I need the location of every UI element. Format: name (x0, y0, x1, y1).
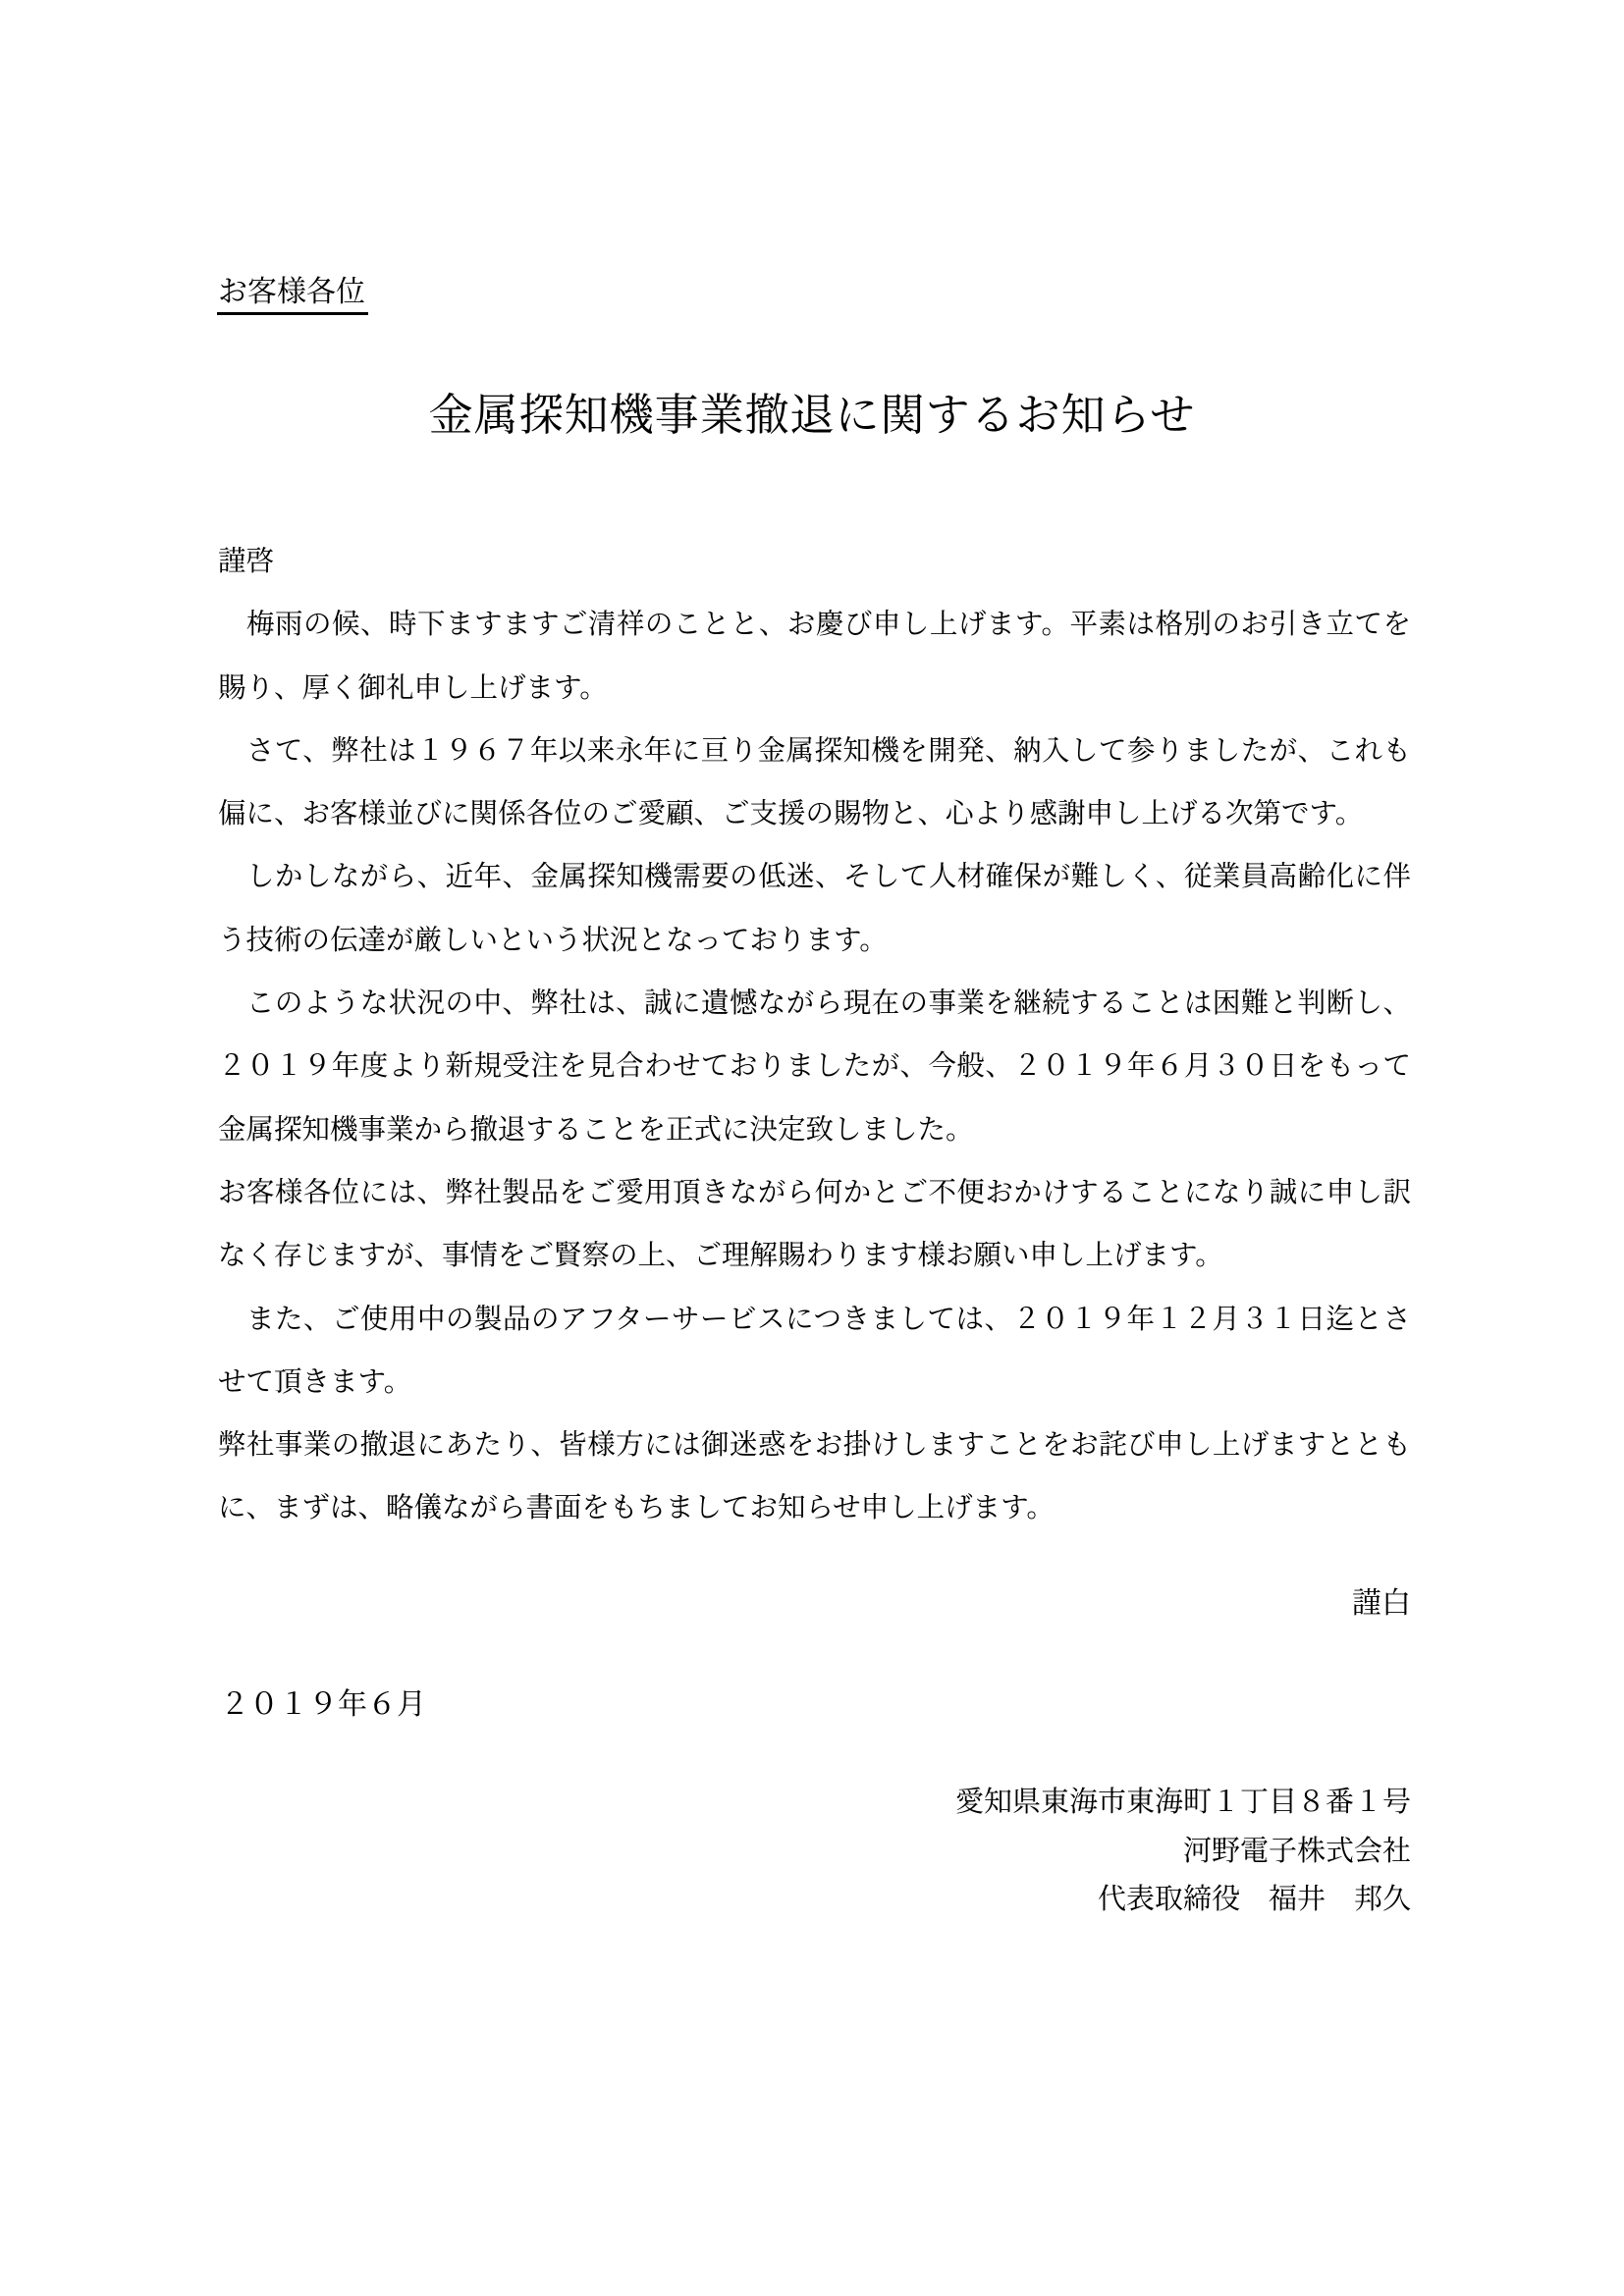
body-line: 賜り、厚く御礼申し上げます。 (218, 672, 608, 704)
opening-salutation: 謹啓 (218, 547, 275, 577)
page-title: 金属探知機事業撤退に関するお知らせ (428, 391, 1196, 440)
body-line: しかしながら、近年、金属探知機需要の低迷、そして人材確保が難しく、従業員高齢化に伴 (218, 862, 1411, 893)
body-line: お客様各位には、弊社製品をご愛用頂きながら何かとご不便おかけすることになり誠に申し訳 (218, 1177, 1411, 1208)
body-line: 梅雨の候、時下ますますご清祥のことと、お慶び申し上げます。平素は格別のお引き立てを (218, 610, 1411, 641)
date-line: ２０１９年６月 (220, 1688, 426, 1721)
body-line: なく存じますが、事情をご賢察の上、ご理解賜わります様お願い申し上げます。 (218, 1241, 1223, 1272)
closing-salutation: 謹白 (1352, 1587, 1411, 1620)
signature-representative: 代表取締役 福井 邦久 (1097, 1884, 1411, 1915)
body-line: ２０１９年度より新規受注を見合わせておりましたが、今般、２０１９年６月３０日をもって (218, 1051, 1411, 1083)
body-line: さて、弊社は１９６７年以来永年に亘り金属探知機を開発、納入して参りましたが、これも (218, 735, 1411, 767)
signature-block (218, 1779, 1411, 1925)
body-line: 偏に、お客様並びに関係各位のご愛顧、ご支援の賜物と、心より感謝申し上げる次第です。 (218, 799, 1364, 830)
body-line: このような状況の中、弊社は、誠に遺憾ながら現在の事業を継続することは困難と判断し、 (218, 988, 1411, 1020)
body-line: 金属探知機事業から撤退することを正式に決定致しました。 (218, 1114, 974, 1146)
signature-address: 愛知県東海市東海町１丁目８番１号 (954, 1787, 1411, 1818)
letter-body (218, 531, 1411, 1541)
body-line: せて頂きます。 (218, 1366, 412, 1398)
recipient-line: お客様各位 (217, 276, 368, 315)
body-line: 弊社事業の撤退にあたり、皆様方には御迷惑をお掛けしますことをお詫び申し上げますととも (218, 1430, 1411, 1462)
signature-company: 河野電子株式会社 (1182, 1835, 1411, 1867)
body-line: また、ご使用中の製品のアフターサービスにつきましては、２０１９年１２月３１日迄とさ (218, 1304, 1411, 1335)
body-line: う技術の伝達が厳しいという状況となっております。 (218, 925, 888, 956)
body-line: に、まずは、略儀ながら書面をもちましてお知らせ申し上げます。 (218, 1493, 1055, 1524)
